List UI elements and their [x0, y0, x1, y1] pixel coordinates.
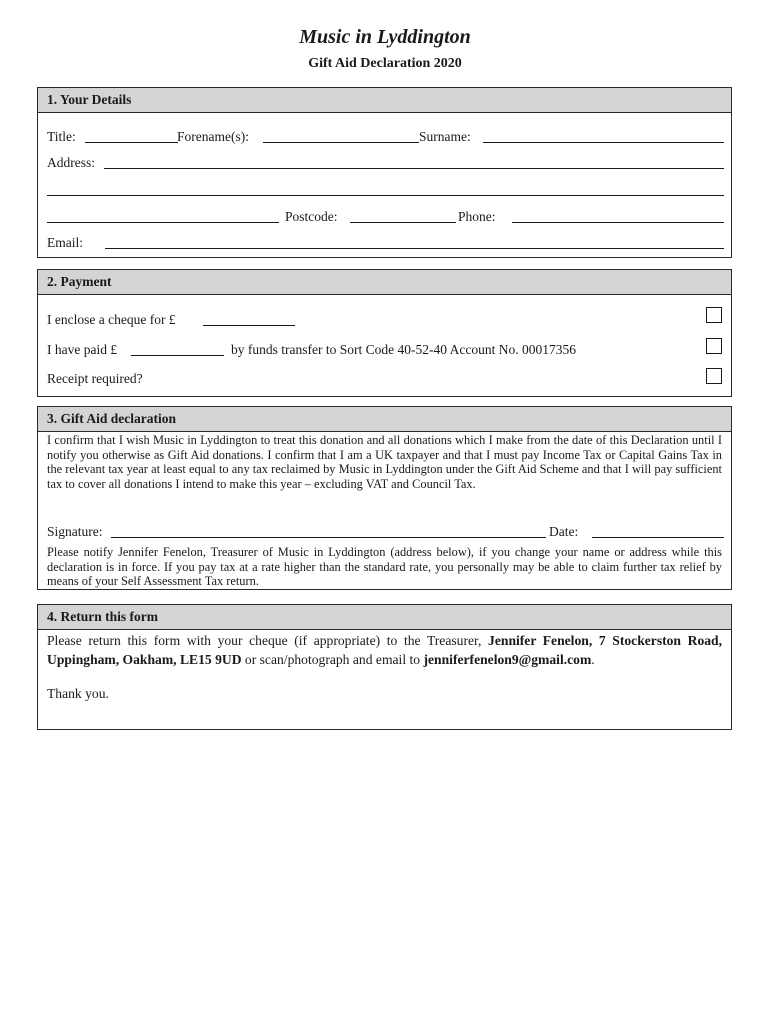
date-label: Date: [549, 524, 579, 539]
receipt-label: Receipt required? [47, 371, 143, 386]
form-title: Music in Lyddington [299, 26, 471, 48]
treasurer-email[interactable]: jenniferfenelon9@gmail.com [423, 652, 592, 667]
address-row [47, 154, 722, 172]
thanks-text: Thank you. [47, 686, 109, 701]
signature-row [47, 523, 722, 541]
declaration-text: I confirm that I wish Music in Lyddington to treat this donation and all donations which I make from the date of this Declaration until I notify you otherwise as Gift Aid donations. I confirm that I am a UK taxpayer and that I must pay Income Tax or Capital Gains Tax in the relevant tax year at least equal to any tax reclaimed by Music in Lyddington under the Gift Aid Scheme and that I will pay sufficient tax to cover all donations I intend to make this year – excluding VAT and Council Tax. [47, 433, 722, 492]
section-heading: 3. Gift Aid declaration [38, 407, 731, 432]
cheque-label: I enclose a cheque for £ [47, 312, 176, 327]
section-your-details [37, 87, 732, 258]
notice-text: Please notify Jennifer Fenelon, Treasurer of Music in Lyddington (address below), if you change your name or address while this declaration is in force. If you pay tax at a rate higher than the standard rate, you personally may be able to claim further tax relief by means of your Self Assessment Tax return. [47, 545, 722, 589]
signature-label: Signature: [47, 524, 103, 539]
receipt-row [47, 370, 722, 388]
treasurer-address: Jennifer Fenelon, 7 Stockerston Road, Uppingham, Oakham, LE15 9UD [47, 633, 722, 667]
address-field-line-2[interactable] [47, 195, 724, 196]
transfer-row [47, 341, 722, 359]
phone-field[interactable] [512, 222, 724, 223]
postcode-row [47, 208, 722, 226]
section-heading: 4. Return this form [38, 605, 731, 630]
address-field-line-1[interactable] [104, 168, 724, 169]
email-label: Email: [47, 235, 83, 250]
return-instructions [47, 631, 722, 669]
surname-field[interactable] [483, 142, 724, 143]
postcode-field[interactable] [350, 222, 456, 223]
transfer-text: by funds transfer to Sort Code 40-52-40 Account No. 00017356 [231, 342, 576, 357]
paid-label: I have paid £ [47, 342, 118, 357]
receipt-checkbox[interactable] [706, 368, 722, 384]
return-mid-text: or scan/photograph and email to [241, 652, 424, 667]
date-field[interactable] [592, 537, 724, 538]
cheque-row [47, 311, 722, 329]
title-label: Title: [47, 129, 76, 144]
forename-label: Forename(s): [177, 129, 249, 144]
transfer-checkbox[interactable] [706, 338, 722, 354]
address-field-line-3[interactable] [47, 222, 279, 223]
title-field[interactable] [85, 142, 178, 143]
address-label: Address: [47, 155, 95, 170]
cheque-checkbox[interactable] [706, 307, 722, 323]
postcode-label: Postcode: [285, 209, 338, 224]
return-intro-text: Please return this form with your cheque (if appropriate) to the Treasurer, [47, 633, 489, 648]
surname-label: Surname: [419, 129, 471, 144]
email-row [47, 234, 722, 252]
section-payment [37, 269, 732, 397]
return-end-text: . [591, 652, 595, 667]
paid-amount-field[interactable] [131, 355, 224, 356]
name-row [47, 128, 722, 146]
section-return-form [37, 604, 732, 730]
form-subtitle: Gift Aid Declaration 2020 [308, 56, 462, 71]
signature-field[interactable] [111, 537, 546, 538]
section-gift-aid [37, 406, 732, 590]
email-field[interactable] [105, 248, 724, 249]
phone-label: Phone: [458, 209, 496, 224]
address-row-2 [47, 181, 722, 199]
forename-field[interactable] [263, 142, 419, 143]
section-heading: 2. Payment [38, 270, 731, 295]
cheque-amount-field[interactable] [203, 325, 295, 326]
section-heading: 1. Your Details [38, 88, 731, 113]
